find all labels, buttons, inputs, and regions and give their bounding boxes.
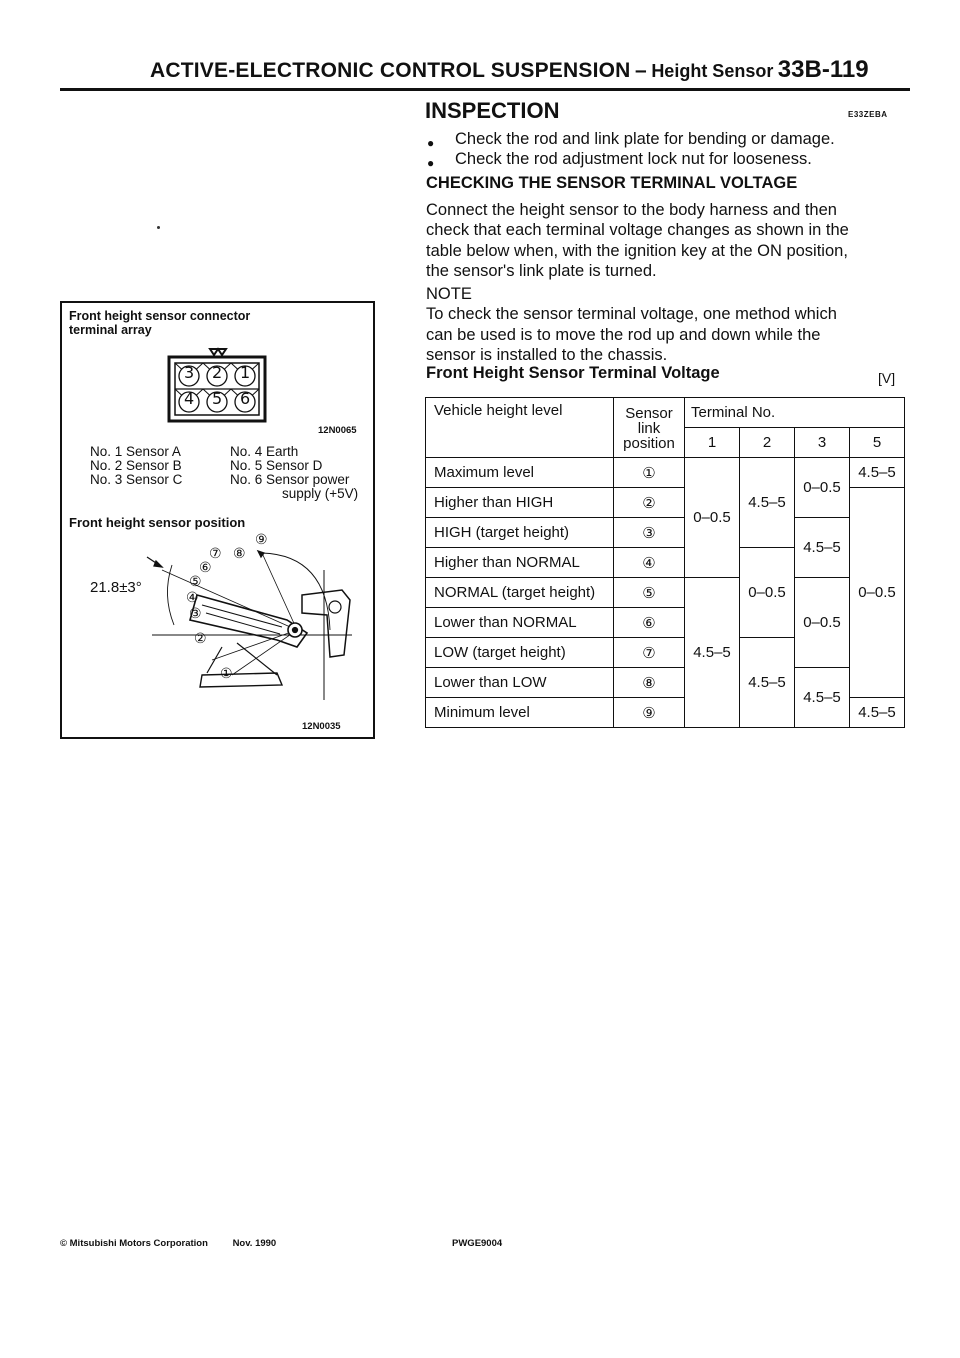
table-row: [426, 518, 905, 548]
inspection-bullet-2: Check the rod adjustment lock nut for looseness.: [455, 150, 812, 168]
position-marker: ①: [220, 665, 233, 681]
header-title: ACTIVE-ELECTRONIC CONTROL SUSPENSION: [150, 59, 631, 82]
terminal-entry: [90, 473, 230, 487]
row-level: Lower than NORMAL: [426, 608, 614, 638]
terminal-no: No. 2: [90, 458, 123, 473]
position-marker: ⑨: [255, 531, 268, 547]
terminal-no: No. 6: [230, 472, 263, 487]
row-position: ⑦: [614, 638, 685, 668]
pin-label: 4: [184, 389, 195, 408]
position-marker: ⑦: [209, 545, 222, 561]
table-title: Front Height Sensor Terminal Voltage: [426, 364, 720, 382]
terminal-name: Sensor C: [126, 472, 183, 487]
footer-copyright: [60, 1238, 276, 1249]
page-number: 33B-119: [777, 56, 869, 83]
copyright-text: © Mitsubishi Motors Corporation: [60, 1238, 208, 1249]
pin-label: 1: [240, 363, 251, 382]
note-line: can be used is to move the rod up and down while the: [426, 325, 821, 344]
col-header-terminal: Terminal No.: [685, 398, 905, 428]
paragraph-line: Connect the height sensor to the body harness and then: [426, 201, 837, 219]
note-label: NOTE: [426, 285, 472, 303]
table-row: [426, 668, 905, 698]
bullet-icon: ●: [427, 156, 435, 170]
col-header-t2: 2: [740, 428, 795, 458]
inspection-bullet-1: Check the rod and link plate for bending or damage.: [455, 130, 835, 148]
cell-t5: 0–0.5: [850, 488, 905, 698]
voltage-table: [425, 397, 905, 728]
cell-t3: 0–0.5: [795, 578, 850, 668]
cell-t2: 0–0.5: [740, 548, 795, 638]
row-position: ⑨: [614, 698, 685, 728]
terminal-list-left: [90, 445, 230, 487]
table-row: [426, 458, 905, 488]
terminal-entry: [90, 459, 230, 473]
terminal-entry: [90, 445, 230, 459]
scan-dot: [157, 226, 160, 229]
inspection-heading: INSPECTION: [425, 98, 560, 123]
paragraph-line: the sensor's link plate is turned.: [426, 261, 657, 280]
cell-t5: 4.5–5: [850, 698, 905, 728]
row-level: LOW (target height): [426, 638, 614, 668]
table-header-row: [426, 398, 905, 428]
page-header: [150, 56, 910, 84]
cell-t2: 4.5–5: [740, 458, 795, 548]
col-header-level: Vehicle height level: [426, 398, 614, 458]
connector-code: 12N0065: [318, 425, 357, 436]
row-position: ⑤: [614, 578, 685, 608]
position-title: Front height sensor position: [69, 515, 246, 530]
note-block: [426, 284, 904, 365]
position-marker: ④: [186, 589, 199, 605]
checking-heading: CHECKING THE SENSOR TERMINAL VOLTAGE: [426, 174, 798, 192]
row-position: ②: [614, 488, 685, 518]
row-level: NORMAL (target height): [426, 578, 614, 608]
cell-t3: 4.5–5: [795, 518, 850, 578]
position-code: 12N0035: [302, 721, 341, 732]
row-level: Lower than LOW: [426, 668, 614, 698]
terminal-name: Sensor D: [266, 458, 323, 473]
paragraph-line: table below when, with the ignition key at the ON position,: [426, 241, 848, 260]
connector-title-line: terminal array: [69, 323, 152, 337]
checking-paragraph: [426, 200, 904, 281]
header-dash: –: [634, 59, 647, 82]
terminal-entry: [230, 445, 375, 459]
col-header-t3: 3: [795, 428, 850, 458]
terminal-name: Sensor A: [126, 444, 181, 459]
terminal-name: Earth: [266, 444, 299, 459]
connector-title: [69, 309, 250, 337]
terminal-name: Sensor B: [126, 458, 182, 473]
terminal-no: No. 4: [230, 444, 263, 459]
row-level: Higher than NORMAL: [426, 548, 614, 578]
cell-t3: 4.5–5: [795, 668, 850, 728]
footer-doc-code: PWGE9004: [452, 1238, 503, 1249]
connector-title-line: Front height sensor connector: [69, 309, 251, 323]
row-level: Minimum level: [426, 698, 614, 728]
pin-label: 6: [240, 389, 251, 408]
cell-t2: 4.5–5: [740, 638, 795, 728]
row-position: ④: [614, 548, 685, 578]
col-header-sensor-pos: Sensor link position: [614, 398, 685, 458]
terminal-entry-cont: supply (+5V): [282, 486, 359, 501]
inspection-code: E33ZEBA: [848, 110, 888, 119]
pin-label: 3: [184, 363, 195, 382]
terminal-entry: [230, 473, 375, 487]
sensor-figure-panel: [60, 301, 375, 739]
position-marker: ②: [194, 630, 207, 646]
connector-pins: [166, 345, 270, 425]
note-line: sensor is installed to the chassis.: [426, 345, 668, 364]
terminal-entry: [230, 459, 375, 473]
header-subtitle: Height Sensor: [651, 61, 774, 81]
row-level: Maximum level: [426, 458, 614, 488]
cell-t1: 0–0.5: [685, 458, 740, 578]
terminal-no: No. 3: [90, 472, 123, 487]
terminal-no: No. 5: [230, 458, 263, 473]
col-header-t1: 1: [685, 428, 740, 458]
row-position: ⑧: [614, 668, 685, 698]
terminal-name: Sensor power: [266, 472, 350, 487]
cell-t1: 4.5–5: [685, 578, 740, 728]
terminal-no: No. 1: [90, 444, 123, 459]
paragraph-line: check that each terminal voltage changes as shown in the: [426, 221, 849, 240]
position-marker: ⑥: [199, 559, 212, 575]
terminal-list-right: [230, 445, 375, 501]
table-unit: [V]: [878, 370, 896, 386]
position-marker: ③: [189, 605, 202, 621]
position-marker: ⑧: [233, 545, 246, 561]
row-level: Higher than HIGH: [426, 488, 614, 518]
row-position: ③: [614, 518, 685, 548]
table-row: [426, 578, 905, 608]
footer-date: Nov. 1990: [232, 1238, 277, 1249]
position-marker: ⑤: [189, 573, 202, 589]
pin-label: 5: [212, 389, 223, 408]
row-position: ①: [614, 458, 685, 488]
cell-t5: 4.5–5: [850, 458, 905, 488]
col-header-t5: 5: [850, 428, 905, 458]
bullet-icon: ●: [427, 136, 435, 150]
pin-label: 2: [212, 363, 223, 382]
cell-t3: 0–0.5: [795, 458, 850, 518]
angle-label: 21.8±3°: [90, 579, 142, 596]
row-level: HIGH (target height): [426, 518, 614, 548]
note-line: To check the sensor terminal voltage, one method which: [426, 305, 837, 324]
header-rule: [60, 88, 910, 91]
row-position: ⑥: [614, 608, 685, 638]
position-labels: [90, 531, 362, 705]
